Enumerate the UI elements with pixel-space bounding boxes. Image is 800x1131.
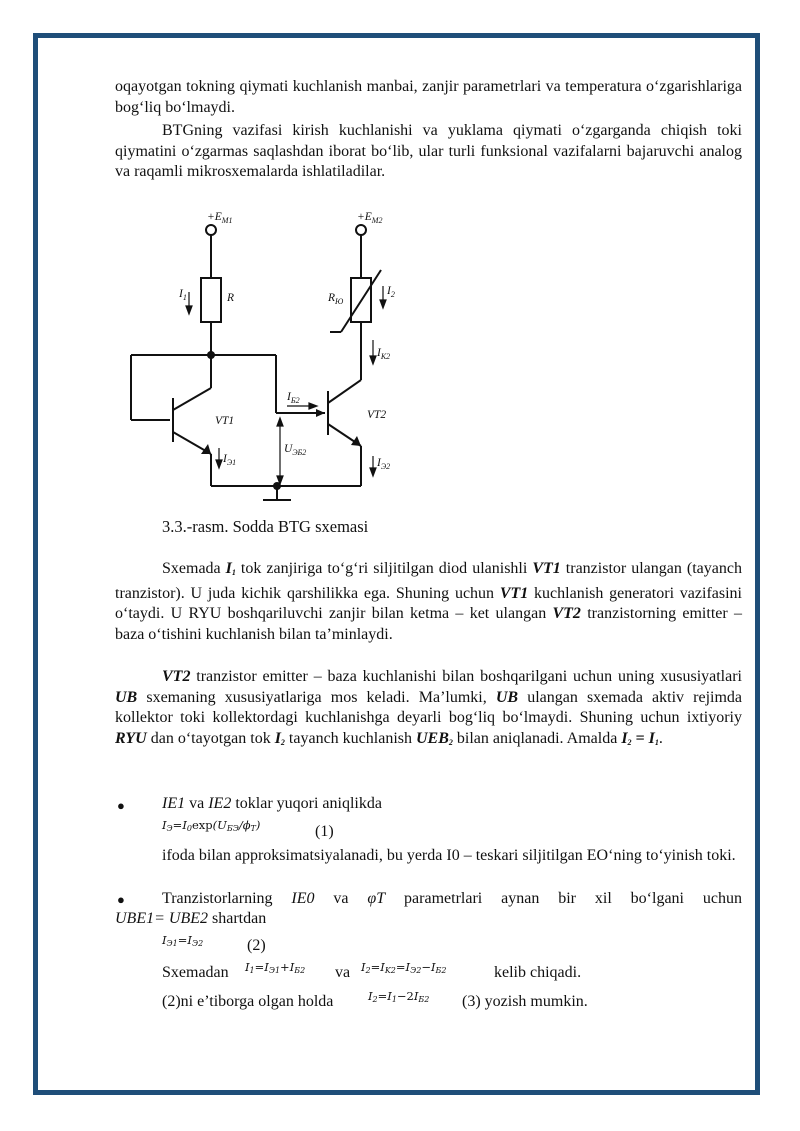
equation-number-2: (2) xyxy=(247,937,266,954)
label-i2: $I_2$ xyxy=(387,285,395,299)
label-em2: $+E_{M2}$ xyxy=(357,211,383,225)
paragraph-btg-purpose: BTGning vazifasi kirish kuchlanishi va yuklama qiymati o‘zgarganda chiqish toki qiymatini o‘zgarmas saqlashdan iborat bo‘lib, ular turli funksional vazifalarni bajaruvchi analog va raqamli mikrosxemalarda ishlatiladilar. xyxy=(115,122,742,181)
text-kelib-chiqadi: kelib chiqadi. xyxy=(494,964,582,981)
label-ik2: $I_{K2}$ xyxy=(377,347,391,361)
paragraph-intro: oqayotgan tokning qiymati kuchlanish manbai, zanjir parametrlari va temperatura o‘zgarishlariga bog‘liq bo‘lmaydi. xyxy=(115,78,742,116)
label-em1: $+E_{M1}$ xyxy=(207,211,233,225)
formula-5: $I_2=I_1-2I_{Б2}$ xyxy=(368,989,430,1004)
figure-caption: 3.3.-rasm. Sodda BTG sxemasi xyxy=(162,517,369,536)
bullet-identical-params: Tranzistorlarning IE0 va φT parametrlari aynan bir xil bo‘lgani uchun xyxy=(162,890,742,907)
text-considering: (2)ni e’tiborga olgan holda xyxy=(162,993,334,1010)
formula-2: $I_{Э1}=I_{Э2}$ xyxy=(162,933,204,948)
bullet-identical-params-cont: UBE1= UBE2 shartdan xyxy=(115,910,267,927)
label-vt1: VT1 xyxy=(215,415,235,427)
formula-3: $I_1=I_{Э1}+I_{Б2}$ xyxy=(245,960,306,975)
label-ueb2: $U_{ЭБ2}$ xyxy=(284,443,307,457)
label-ie1: $I_{Э1}$ xyxy=(223,453,237,467)
text-yozish-mumkin: (3) yozish mumkin. xyxy=(462,993,588,1010)
label-r: R xyxy=(227,292,235,304)
paragraph-scheme-description: Sxemada $I_1$ tok zanjiriga to‘g‘ri siljitilgan diod ulanishli VT1 tranzistor ulangan (tayanch tranzistor). U juda kichik qarshilikka ega. Shuning uchun VT1 kuchlanish generatori vazifasini o‘taydi. U RYU boshqariluvchi zanjir bilan ketma – ket ulangan VT2 tranzistorning emitter – baza o‘tishini kuchlanish bilan ta’minlaydi. xyxy=(115,560,742,643)
text-sxemadan: Sxemadan xyxy=(162,964,229,981)
label-ib2: $I_{Б2}$ xyxy=(287,391,300,405)
label-i1: $I_1$ xyxy=(179,288,187,302)
text-va: va xyxy=(335,964,351,981)
paragraph-vt2-properties: VT2 tranzistor emitter – baza kuchlanishi bilan boshqarilgani uchun uning xususiyatlari UB sxemaning xususiyatlariga mos keladi. Ma’lumki, UB ulangan sxemada aktiv rejimda kollektor toki kollektordagi kuchlanishga deyarli bog‘liq bo‘lmaydi. Shuning uchun ixtiyoriy RYU dan o‘tayotgan tok $I_2$ tayanch kuchlanish $UEB_2$ bilan aniqlanadi. Amalda $I_2 = I_1$. xyxy=(115,668,742,747)
label-ie2: $I_{Э2}$ xyxy=(377,457,391,471)
bullet-dot: ● xyxy=(117,892,125,907)
label-vt2: VT2 xyxy=(367,409,387,421)
formula-4: $I_2=I_{K2}=I_{Э2}-I_{Б2}$ xyxy=(361,960,447,975)
bullet-dot: ● xyxy=(117,798,125,813)
equation-number-1: (1) xyxy=(315,823,334,840)
formula-1: $I_Э=I_0\exp(U_{БЭ}/\phi_T)$ xyxy=(162,818,261,833)
paragraph-approximation: ifoda bilan approksimatsiyalanadi, bu yerda I0 – teskari siljitilgan EO‘ning to‘yinish toki. xyxy=(162,847,736,864)
btg-circuit-diagram xyxy=(115,200,415,512)
label-ryu: $R_Ю$ xyxy=(328,292,344,306)
bullet-ie-currents: IE1 va IE2 toklar yuqori aniqlikda xyxy=(162,795,382,812)
